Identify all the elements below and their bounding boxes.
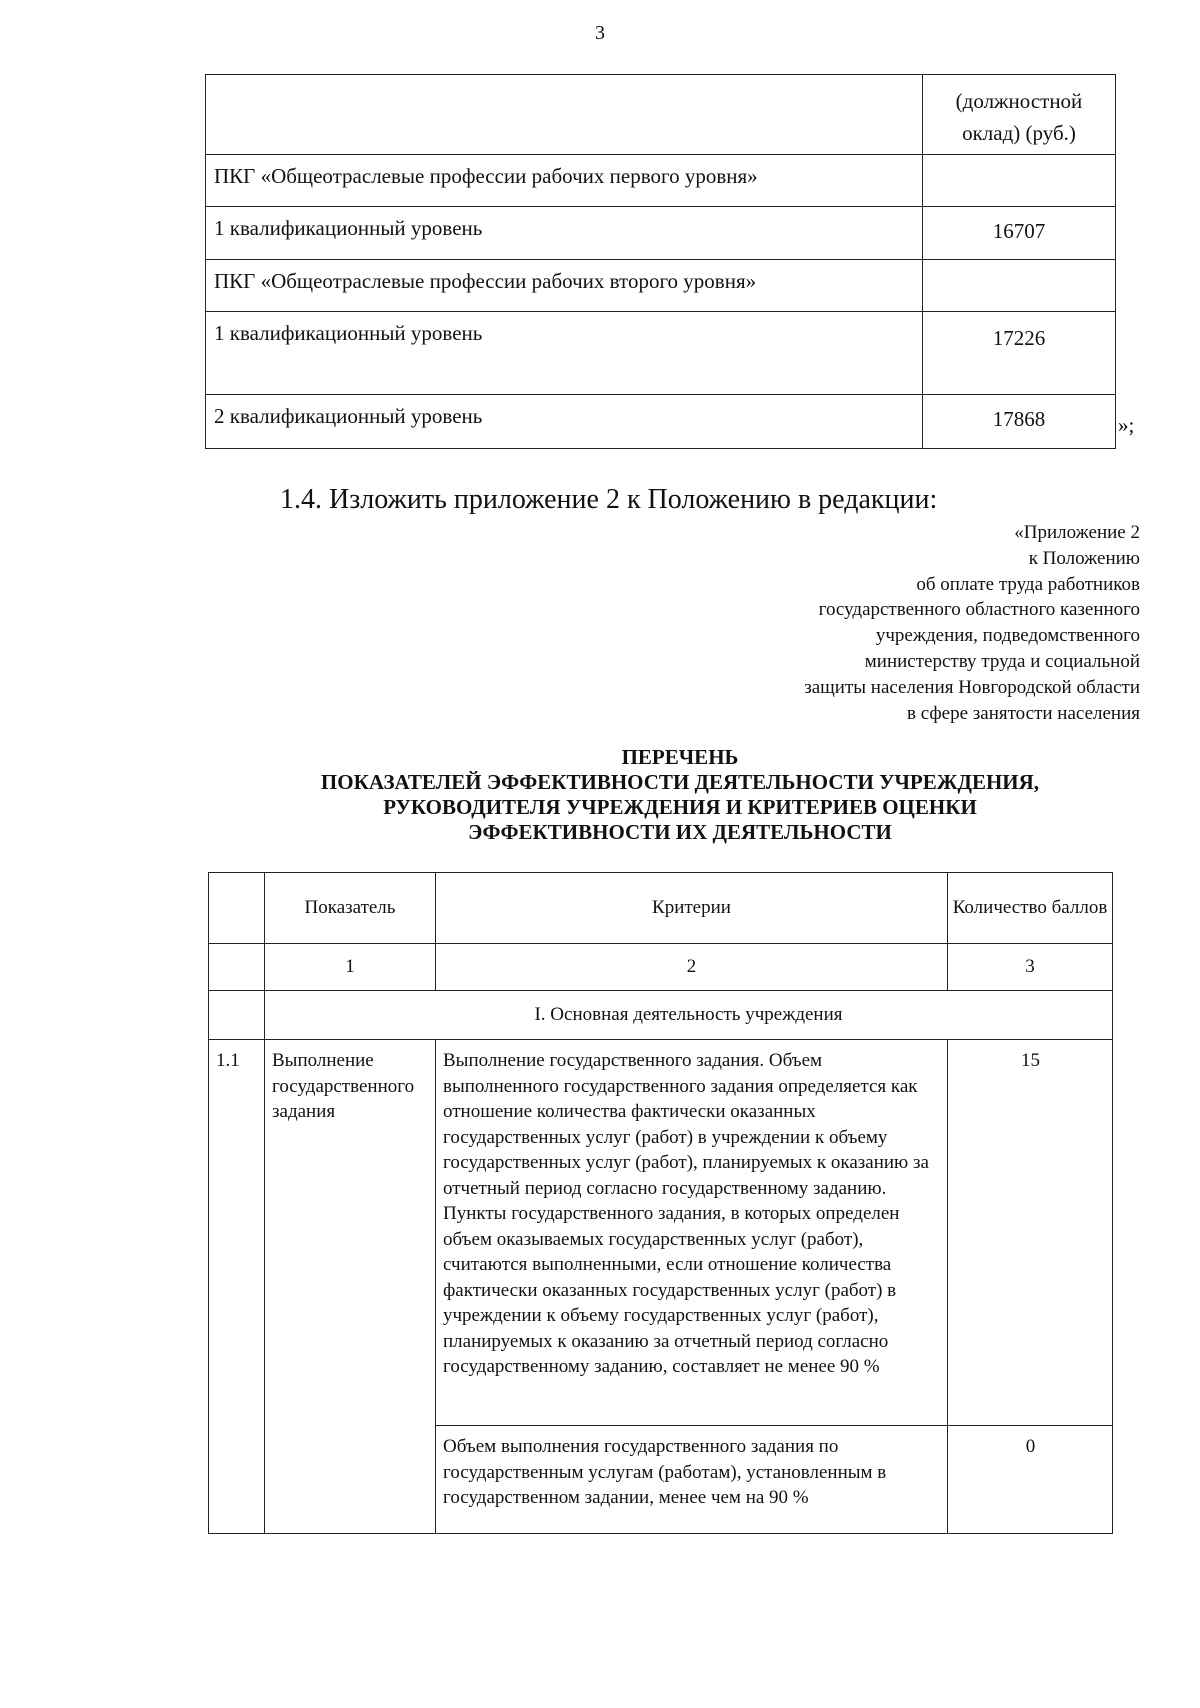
level-label: 1 квалификационный уровень bbox=[206, 207, 923, 260]
appendix-line: «Приложение 2 bbox=[1014, 522, 1140, 543]
salary-value bbox=[923, 155, 1116, 207]
level-label: 1 квалификационный уровень bbox=[206, 312, 923, 395]
column-header-score: Количество баллов bbox=[948, 873, 1113, 944]
column-number: 2 bbox=[436, 944, 948, 991]
criteria-paragraph: Выполнение государственного задания. Объем выполненного государственного задания определяется как отношение количества фактически оказанных государственных услуг (работ) в учреждении к объему государственных услуг (работ), планируемых к оказанию за отчетный период согласно государственному заданию. bbox=[443, 1050, 929, 1199]
criteria-text: Объем выполнения государственного задания по государственным услугам (работам), установленным в государственном задании, менее чем на 90 % bbox=[436, 1426, 948, 1534]
appendix-line: государственного областного казенного bbox=[818, 599, 1140, 621]
appendix-line: об оплате труда работников bbox=[916, 573, 1140, 595]
column-header-salary: (должностной оклад) (руб.) bbox=[923, 75, 1116, 155]
table-row bbox=[206, 312, 1116, 395]
indicator-name: Выполнение государственного задания bbox=[265, 1040, 436, 1534]
group-label: ПКГ «Общеотраслевые профессии рабочих первого уровня» bbox=[206, 155, 923, 207]
closing-quote: »; bbox=[1118, 413, 1135, 437]
section-label: I. Основная деятельность учреждения bbox=[265, 991, 1113, 1040]
salary-value: 16707 bbox=[923, 207, 1116, 260]
column-number-row bbox=[209, 944, 1113, 991]
table-row bbox=[209, 1040, 1113, 1426]
salary-value: 17868 bbox=[923, 395, 1116, 449]
column-header-criteria: Критерии bbox=[436, 873, 948, 944]
column-number: 1 bbox=[265, 944, 436, 991]
page-number: 3 bbox=[595, 22, 605, 44]
table-row bbox=[206, 207, 1116, 260]
table-row bbox=[206, 260, 1116, 312]
criteria-paragraph: Пункты государственного задания, в которых определен объем оказываемых государственных услуг (работ), считаются выполненными, если отношение количества фактически оказанных государственных услуг (работ) в учреждении к объему государственных услуг (работ), планируемых к оказанию за отчетный период согласно государственному заданию, составляет не менее 90 % bbox=[443, 1203, 900, 1377]
criteria-text bbox=[436, 1040, 948, 1426]
appendix-line: в сфере занятости населения bbox=[906, 702, 1140, 724]
table-row bbox=[206, 395, 1116, 449]
title-line: РУКОВОДИТЕЛЯ УЧРЕЖДЕНИЯ И КРИТЕРИЕВ ОЦЕНКИ bbox=[383, 795, 977, 819]
section-heading: 1.4. Изложить приложение 2 к Положению в редакции: bbox=[280, 484, 938, 515]
table-header-row bbox=[209, 873, 1113, 944]
salary-value bbox=[923, 260, 1116, 312]
group-label: ПКГ «Общеотраслевые профессии рабочих второго уровня» bbox=[206, 260, 923, 312]
row-number: 1.1 bbox=[209, 1040, 265, 1534]
appendix-line: учреждения, подведомственного bbox=[875, 625, 1140, 647]
section-row bbox=[209, 991, 1113, 1040]
level-label: 2 квалификационный уровень bbox=[206, 395, 923, 449]
score-value: 15 bbox=[948, 1040, 1113, 1426]
document-title bbox=[200, 745, 1160, 845]
title-line: ПЕРЕЧЕНЬ bbox=[621, 745, 739, 769]
salary-table bbox=[205, 74, 1116, 449]
column-number: 3 bbox=[948, 944, 1113, 991]
appendix-line: защиты населения Новгородской области bbox=[804, 676, 1140, 698]
title-line: ПОКАЗАТЕЛЕЙ ЭФФЕКТИВНОСТИ ДЕЯТЕЛЬНОСТИ УЧРЕЖДЕНИЯ, bbox=[320, 770, 1040, 794]
table-row bbox=[206, 75, 1116, 155]
appendix-note bbox=[700, 520, 1140, 726]
title-line: ЭФФЕКТИВНОСТИ ИХ ДЕЯТЕЛЬНОСТИ bbox=[468, 820, 892, 844]
salary-value: 17226 bbox=[923, 312, 1116, 395]
table-row bbox=[206, 155, 1116, 207]
indicators-table bbox=[208, 872, 1113, 1534]
appendix-line: к Положению bbox=[1028, 547, 1140, 569]
appendix-line: министерству труда и социальной bbox=[864, 650, 1140, 672]
column-header-indicator: Показатель bbox=[265, 873, 436, 944]
score-value: 0 bbox=[948, 1426, 1113, 1534]
